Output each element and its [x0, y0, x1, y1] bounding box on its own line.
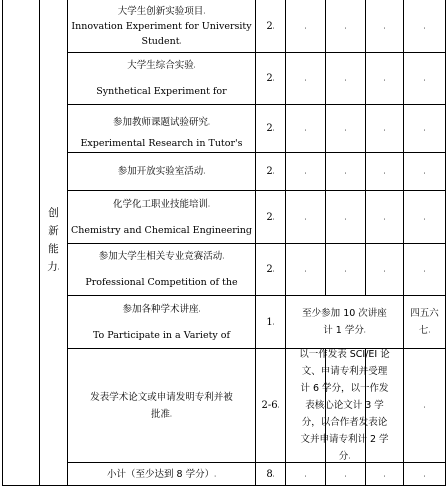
empty-cell: ˌ: [383, 74, 386, 82]
item-title-zh: 小计（至少达到 8 学分）: [106, 468, 215, 480]
credit-value: 2: [266, 264, 273, 275]
note-cell: [286, 296, 403, 348]
table-row: [68, 296, 255, 348]
paragraph-mark: ˌ: [208, 118, 210, 126]
empty-cell: ˌ: [344, 265, 347, 273]
credit-value: 2: [266, 123, 273, 134]
table-row: [68, 463, 255, 485]
term-line: 七: [418, 325, 429, 336]
paragraph-mark: ˌ: [277, 401, 280, 409]
item-title-zh: 参加教师课题试验研究: [113, 117, 209, 128]
paragraph-mark: ˌ: [272, 212, 275, 221]
empty-cell: ˌ: [423, 212, 426, 221]
table-row: [68, 244, 255, 295]
empty-cell: ˌ: [383, 21, 386, 30]
table-border-left: [2, 0, 3, 486]
empty-cell: ˌ: [304, 212, 307, 221]
credit-cell: [256, 349, 285, 462]
item-title-zh: 大学生综合实验: [127, 60, 194, 72]
empty-cell: ˌ: [344, 212, 347, 221]
note-cell: [286, 349, 403, 462]
paragraph-mark: ˌ: [272, 74, 275, 82]
paragraph-mark: ˌ: [222, 252, 225, 261]
paragraph-mark: ˌ: [272, 469, 275, 478]
empty-cell: ˌ: [344, 167, 347, 175]
credit-value: 2: [266, 73, 273, 84]
empty-cell: ˌ: [304, 469, 307, 478]
note-line: 至少参加 10 次讲座: [302, 308, 387, 319]
empty-cell: ˌ: [423, 124, 426, 132]
note-line: 分: [338, 451, 349, 462]
term-line: 四五六: [410, 308, 439, 319]
empty-cell: ˌ: [383, 469, 386, 478]
note-line: 表核心论文计 3 学: [305, 400, 384, 411]
empty-cell: ˌ: [344, 469, 347, 478]
item-title-en: To Participate in a Variety of: [92, 329, 231, 341]
item-title-zh: 参加大学生相关专业竞赛活动: [98, 251, 223, 263]
paragraph-mark: ˌ: [363, 326, 366, 334]
credit-value: 1: [266, 316, 273, 328]
note-line: 分，以合作者发表论: [301, 417, 388, 428]
paragraph-mark: ˌ: [428, 326, 431, 334]
credit-value: 2: [266, 166, 273, 177]
empty-cell: ˌ: [423, 74, 426, 82]
empty-cell: ˌ: [304, 167, 307, 175]
credit-cell: [256, 244, 285, 295]
credit-value: 2: [266, 211, 273, 223]
empty-cell: ˌ: [304, 124, 307, 132]
empty-cell: ˌ: [383, 265, 386, 273]
item-title-zh: 大学生创新实验项目: [117, 5, 204, 17]
item-title-zh: 化学化工职业技能培训: [113, 198, 209, 210]
category-char: 能: [48, 243, 59, 255]
empty-cell: ˌ: [423, 167, 426, 175]
credit-value: 2-6: [261, 400, 278, 411]
category-char: 新: [48, 225, 59, 237]
empty-cell: ˌ: [344, 21, 347, 30]
category-char: 创: [48, 207, 59, 219]
credit-value: 2: [266, 20, 273, 32]
term-cell: [404, 296, 445, 348]
table-row: [68, 0, 255, 52]
note-line: 文并申请专利计 2 学: [300, 434, 389, 445]
empty-cell: ˌ: [304, 265, 307, 273]
note-line: 计 1 学分: [323, 325, 364, 336]
item-title-zh: 参加各种学术讲座: [122, 303, 199, 315]
credit-cell: [256, 463, 285, 485]
credit-cell: [256, 191, 285, 243]
category-label: [40, 200, 67, 280]
category-char: 力: [47, 261, 58, 273]
empty-cell: ˌ: [383, 124, 386, 132]
empty-cell: ˌ: [344, 124, 347, 132]
paragraph-mark: ˌ: [170, 409, 172, 418]
item-title-zh: 参加开放实验室活动: [117, 166, 204, 177]
item-title-zh: 发表学术论文或申请发明专利并被批准: [90, 391, 233, 420]
paragraph-mark: ˌ: [203, 6, 206, 15]
paragraph-mark: ˌ: [203, 167, 206, 175]
item-title-en: Innovation Experiment for University: [71, 20, 252, 32]
item-title-en: Chemistry and Chemical Engineering: [71, 224, 252, 236]
table-row: [68, 349, 255, 462]
credit-cell: [256, 53, 285, 104]
paragraph-mark: ˌ: [198, 304, 201, 313]
item-title-en: Professional Competition of the: [85, 276, 238, 288]
paragraph-mark: ˌ: [348, 452, 351, 460]
note-line: 文、申请专利并受理: [301, 366, 388, 377]
credit-value: 8: [266, 468, 273, 480]
credit-cell: [256, 105, 285, 152]
item-title-en: Student: [141, 35, 180, 47]
paragraph-mark: ˌ: [272, 317, 275, 326]
empty-cell: ˌ: [423, 469, 426, 478]
paragraph-mark: ˌ: [193, 61, 196, 70]
item-title-en: Synthetical Experiment for: [96, 85, 227, 97]
empty-cell: ˌ: [423, 21, 426, 30]
table-row: [68, 191, 255, 243]
empty-cell: ˌ: [304, 74, 307, 82]
empty-cell: ˌ: [304, 21, 307, 30]
credit-cell: [256, 153, 285, 190]
credit-cell: [256, 296, 285, 348]
table-row: [68, 53, 255, 104]
paragraph-mark: ˌ: [272, 167, 275, 175]
paragraph-mark: ˌ: [208, 199, 210, 208]
paragraph-mark: ˌ: [272, 21, 275, 30]
empty-cell: ˌ: [383, 167, 386, 175]
empty-cell: ˌ: [344, 74, 347, 82]
table-row: [68, 105, 255, 152]
item-title-en: Experimental Research in Tutor's: [80, 138, 243, 149]
empty-cell: ˌ: [383, 212, 386, 221]
paragraph-mark: ˌ: [272, 265, 275, 273]
empty-cell: ˌ: [423, 401, 426, 409]
paragraph-mark: ˌ: [179, 36, 182, 45]
credit-cell: [256, 0, 285, 52]
empty-cell: ˌ: [423, 265, 426, 273]
note-line: 以一作发表 SCI/EI 论: [299, 349, 390, 360]
paragraph-mark: ˌ: [214, 469, 217, 478]
table-row: [68, 153, 255, 190]
note-line: 计 6 学分，以一作发: [300, 383, 389, 394]
paragraph-mark: ˌ: [57, 263, 60, 271]
paragraph-mark: ˌ: [272, 124, 275, 132]
